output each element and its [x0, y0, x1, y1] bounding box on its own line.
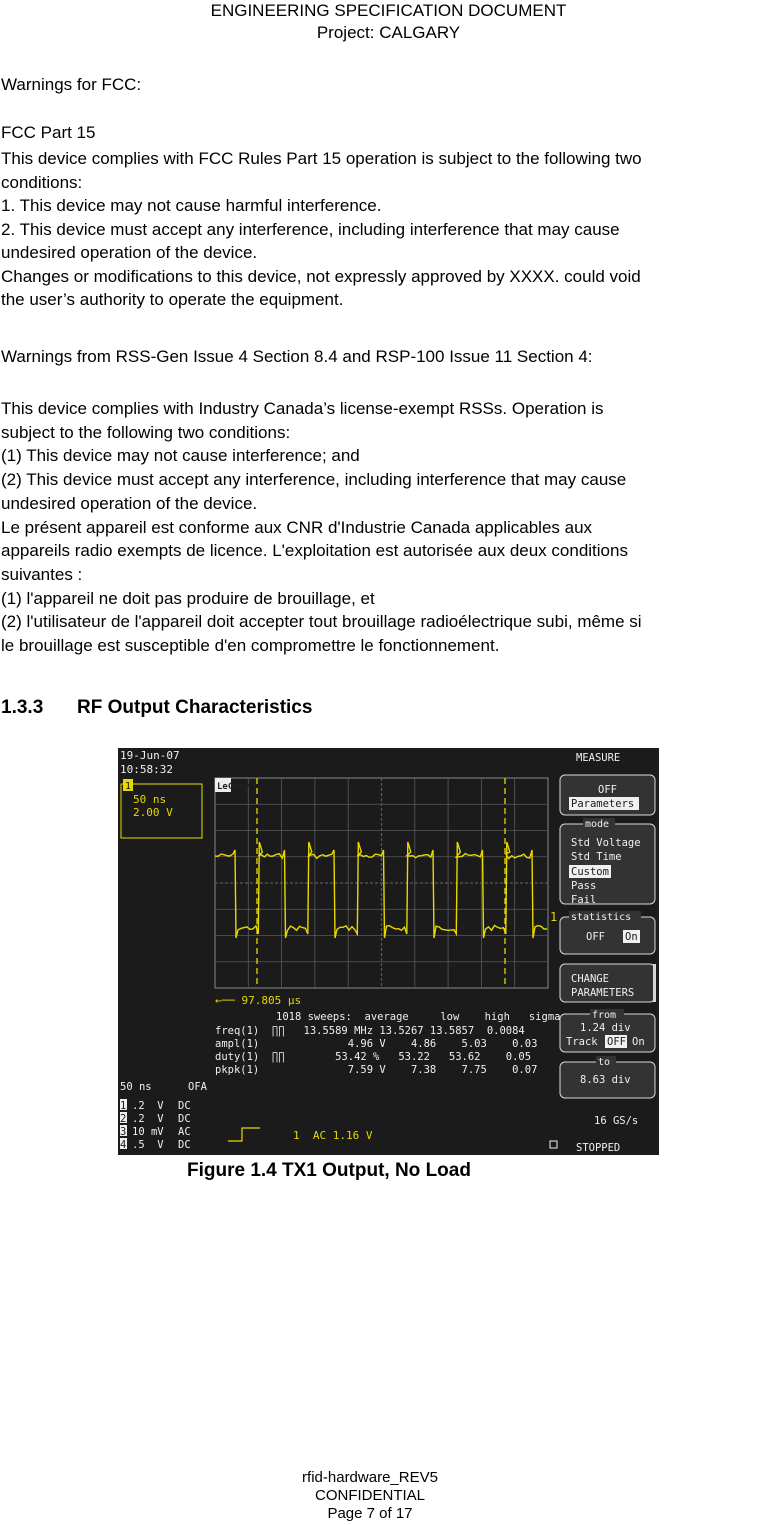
- section-heading: [1, 697, 312, 719]
- parameters-label-2: PARAMETERS: [571, 987, 635, 999]
- channel-marker: 1: [125, 781, 132, 792]
- ch-num: 2: [120, 1113, 127, 1125]
- scope-grid: [215, 778, 548, 988]
- text-line: suivantes :: [1, 564, 83, 584]
- to-label: to: [598, 1057, 611, 1068]
- trace-label: 1: [550, 910, 558, 924]
- mode-menu[interactable]: [560, 824, 655, 904]
- text-line: appareils radio exempts de licence. L'exploitation est autorisée aux deux conditions: [1, 541, 628, 561]
- scope-date: 19-Jun-07: [120, 749, 180, 762]
- fcc-paragraph: [1, 147, 642, 312]
- mode-item[interactable]: Custom: [571, 866, 609, 878]
- oscilloscope-screenshot: [118, 748, 659, 1155]
- mode-item[interactable]: Fail: [571, 894, 597, 906]
- ch-coupling: DC: [178, 1113, 191, 1125]
- ch-scale: 10 mV: [132, 1126, 164, 1138]
- mode-label: mode: [585, 819, 610, 830]
- track-label: Track: [566, 1036, 598, 1048]
- ic-paragraph: [1, 397, 642, 658]
- parameters-label: Parameters: [571, 798, 635, 810]
- mode-item[interactable]: Std Voltage: [571, 837, 641, 849]
- menu-title: MEASURE: [576, 752, 621, 764]
- text-line: Le présent appareil est conforme aux CNR d'Industrie Canada applicables aux: [1, 517, 593, 537]
- ch-coupling: AC: [178, 1126, 191, 1138]
- header-project: Project: CALGARY: [316, 23, 461, 42]
- from-value: 1.24 div: [580, 1022, 631, 1034]
- ch-scale: .2 V: [132, 1100, 164, 1112]
- statistics-label: statistics: [571, 912, 632, 923]
- track-on[interactable]: On: [632, 1036, 645, 1048]
- scope-brand: LeCroy: [217, 782, 250, 792]
- fcc-part: FCC Part 15: [1, 123, 96, 142]
- text-line: le brouillage est susceptible d'en compromettre le fonctionnement.: [1, 636, 500, 656]
- ch-num: 4: [120, 1139, 127, 1151]
- footer-confidential: CONFIDENTIAL: [314, 1487, 425, 1504]
- status-icon: [550, 1141, 557, 1148]
- text-line: 2. This device must accept any interference, including interference that may cause: [1, 219, 620, 239]
- button-edge: [653, 964, 656, 1002]
- sample-rate: 16 GS/s: [594, 1115, 639, 1127]
- trigger-readout: 1 AC 1.16 V: [293, 1129, 373, 1142]
- to-value: 8.63 div: [580, 1074, 631, 1086]
- statistics-off[interactable]: OFF: [586, 931, 605, 943]
- text-line: conditions:: [1, 172, 83, 192]
- off-label: OFF: [598, 784, 617, 796]
- text-line: (2) This device must accept any interference, including interference that may cause: [1, 470, 627, 490]
- text-line: subject to the following two conditions:: [1, 422, 291, 442]
- section-title: RF Output Characteristics: [77, 697, 313, 718]
- meas-row-duty: duty(1) ∏∏ 53.42 % 53.22 53.62 0.05: [215, 1051, 532, 1063]
- ch-scale: .2 V: [132, 1113, 164, 1125]
- statistics-on[interactable]: On: [625, 931, 638, 943]
- acq-status: STOPPED: [576, 1142, 621, 1154]
- footer-page: Page 7 of 17: [327, 1505, 413, 1522]
- ch-coupling: DC: [178, 1139, 191, 1151]
- rss-heading: Warnings from RSS-Gen Issue 4 Section 8.4 and RSP-100 Issue 11 Section 4:: [1, 347, 593, 366]
- meas-row-ampl: ampl(1) 4.96 V 4.86 5.03 0.03: [215, 1038, 538, 1050]
- mode-item[interactable]: Pass: [571, 880, 597, 892]
- section-number: 1.3.3: [1, 697, 44, 718]
- text-line: 1. This device may not cause harmful interference.: [1, 196, 382, 215]
- text-line: (1) l'appareil ne doit pas produire de brouillage, et: [1, 588, 375, 608]
- change-label: CHANGE: [571, 973, 609, 985]
- bottom-timebase: 50 ns: [120, 1081, 152, 1093]
- ch-coupling: DC: [178, 1100, 191, 1112]
- from-label: from: [592, 1010, 617, 1021]
- cursor-readout: ←── 97.805 μs: [215, 994, 302, 1007]
- footer-doc: rfid-hardware_REV5: [302, 1469, 438, 1486]
- sweeps-header: 1018 sweeps: average low high sigma: [276, 1011, 561, 1023]
- scope-volts-div: 2.00 V: [133, 806, 173, 819]
- acq-mode: OFA: [188, 1081, 207, 1093]
- text-line: (2) l'utilisateur de l'appareil doit accepter tout brouillage radioélectrique subi, même si: [1, 612, 642, 632]
- figure-caption: Figure 1.4 TX1 Output, No Load: [187, 1160, 471, 1181]
- ch-num: 1: [120, 1100, 127, 1112]
- channel-list: [120, 1099, 191, 1151]
- track-off[interactable]: OFF: [607, 1036, 626, 1048]
- text-line: (1) This device may not cause interference; and: [1, 446, 360, 466]
- header-title: ENGINEERING SPECIFICATION DOCUMENT: [210, 1, 567, 20]
- meas-row-freq: freq(1) ∏∏ 13.5589 MHz 13.5267 13.5857 0.0084: [215, 1025, 525, 1037]
- scope-time: 10:58:32: [120, 763, 173, 776]
- fcc-heading: Warnings for FCC:: [1, 75, 142, 94]
- text-line: the user’s authority to operate the equipment.: [1, 290, 344, 309]
- scope-timebase: 50 ns: [133, 793, 167, 806]
- mode-item[interactable]: Std Time: [571, 851, 622, 863]
- trigger-edge-icon: [228, 1128, 260, 1141]
- text-line: This device complies with FCC Rules Part 15 operation is subject to the following two: [1, 149, 642, 168]
- text-line: Changes or modifications to this device, not expressly approved by XXXX. could void: [1, 266, 641, 286]
- text-line: undesired operation of the device.: [1, 243, 258, 262]
- text-line: This device complies with Industry Canada’s license-exempt RSSs. Operation is: [1, 399, 604, 418]
- ch-scale: .5 V: [132, 1139, 164, 1151]
- text-line: undesired operation of the device.: [1, 493, 258, 513]
- meas-row-pkpk: pkpk(1) 7.59 V 7.38 7.75 0.07: [215, 1064, 538, 1076]
- ch-num: 3: [120, 1126, 127, 1138]
